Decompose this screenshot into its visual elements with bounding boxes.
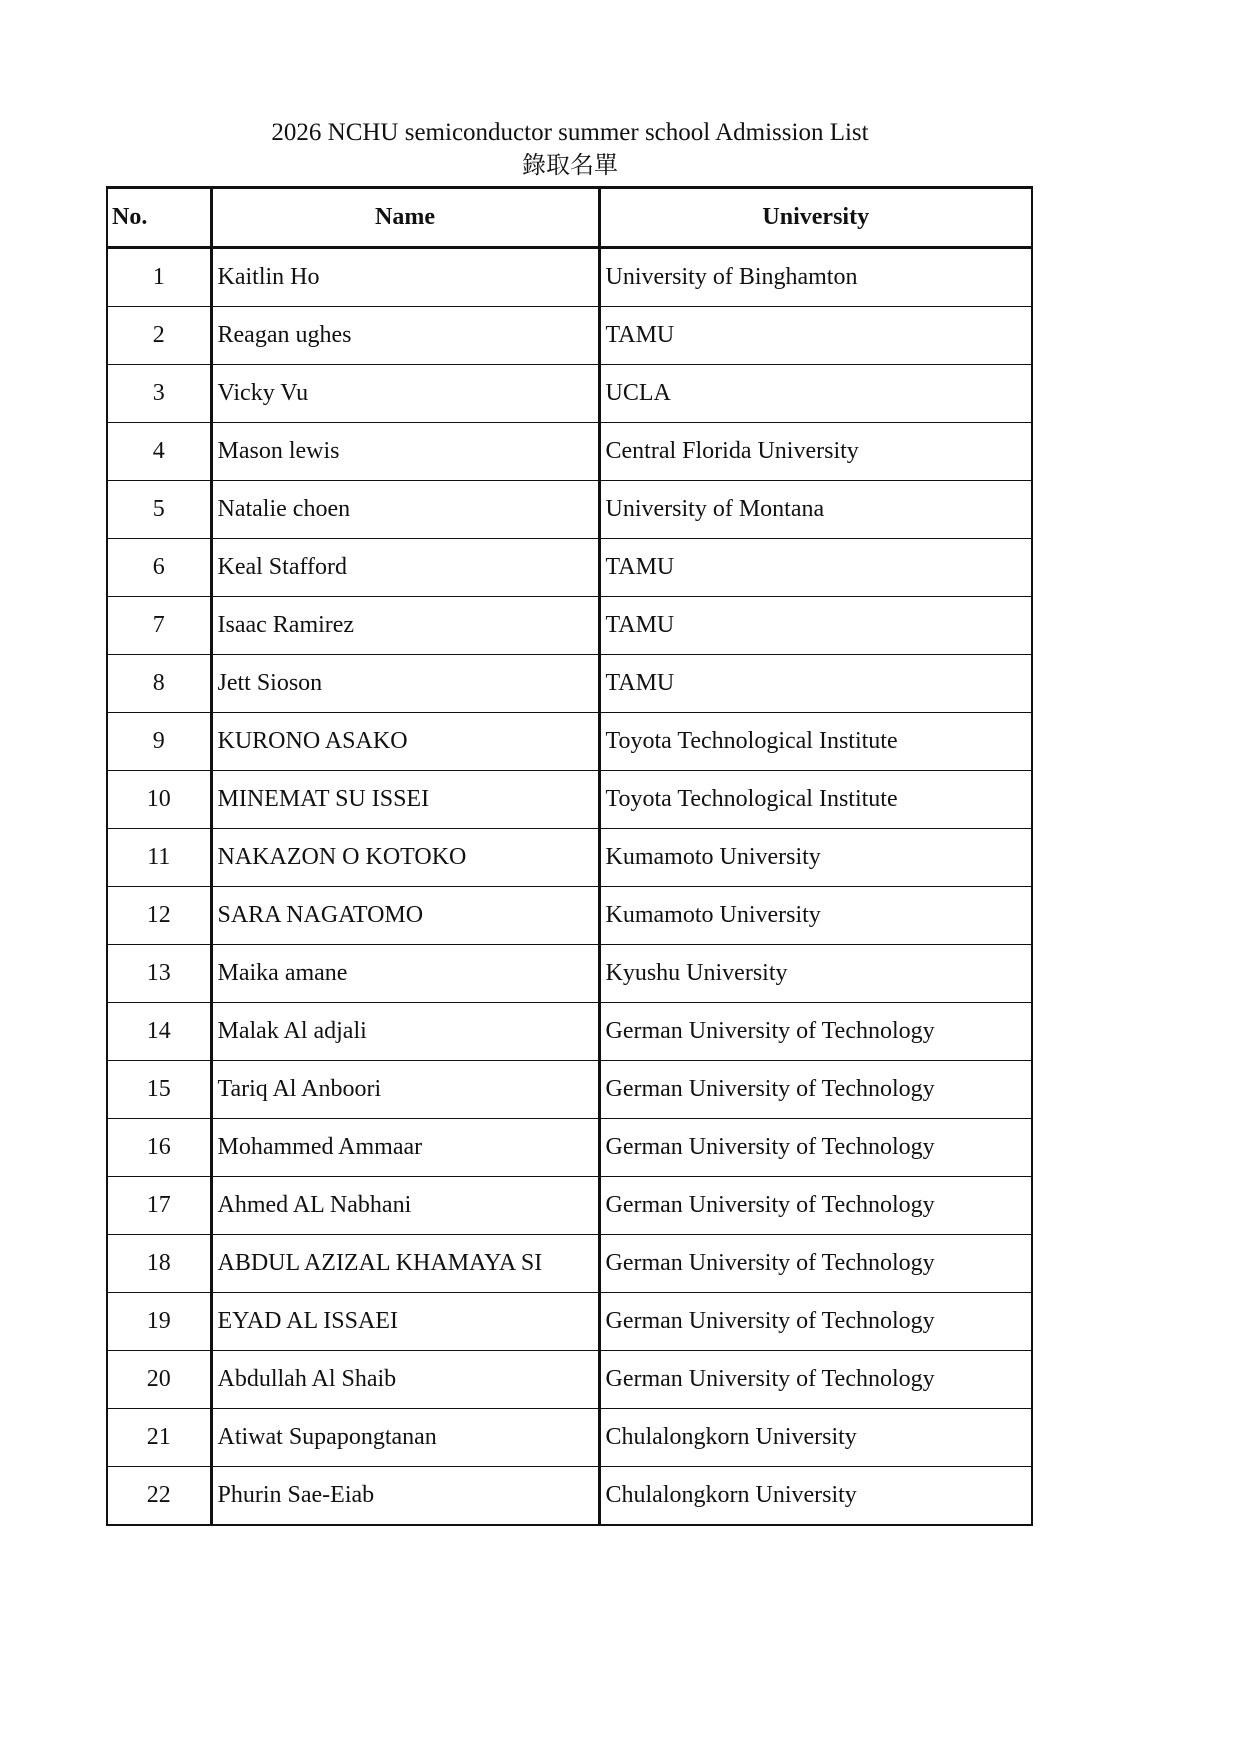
table-row (107, 887, 1032, 945)
student-name-cell: Keal Stafford (211, 539, 599, 597)
row-number-cell: 20 (107, 1351, 211, 1409)
table-row (107, 1293, 1032, 1351)
table-row (107, 1351, 1032, 1409)
table-row (107, 539, 1032, 597)
table-header (107, 188, 1032, 248)
student-name-cell: Reagan ughes (211, 307, 599, 365)
table-row (107, 1003, 1032, 1061)
student-name-cell: Isaac Ramirez (211, 597, 599, 655)
student-name-cell: KURONO ASAKO (211, 713, 599, 771)
row-number-cell: 3 (107, 365, 211, 423)
row-number-cell: 21 (107, 1409, 211, 1467)
university-cell: German University of Technology (599, 1235, 1032, 1293)
student-name-cell: ABDUL AZIZAL KHAMAYA SI (211, 1235, 599, 1293)
row-number-cell: 18 (107, 1235, 211, 1293)
row-number-cell: 15 (107, 1061, 211, 1119)
table-row (107, 1409, 1032, 1467)
university-cell: University of Montana (599, 481, 1032, 539)
table-row (107, 248, 1032, 307)
admission-table (106, 186, 1033, 1526)
university-cell: UCLA (599, 365, 1032, 423)
university-cell: Toyota Technological Institute (599, 713, 1032, 771)
university-cell: Central Florida University (599, 423, 1032, 481)
row-number-cell: 16 (107, 1119, 211, 1177)
university-cell: German University of Technology (599, 1351, 1032, 1409)
student-name-cell: Maika amane (211, 945, 599, 1003)
student-name-cell: Malak Al adjali (211, 1003, 599, 1061)
row-number-cell: 6 (107, 539, 211, 597)
row-number-cell: 11 (107, 829, 211, 887)
table-row (107, 771, 1032, 829)
student-name-cell: Tariq Al Anboori (211, 1061, 599, 1119)
column-header-no: No. (107, 188, 211, 248)
page-subtitle: 錄取名單 (522, 153, 618, 179)
table-row (107, 1177, 1032, 1235)
university-cell: Kumamoto University (599, 887, 1032, 945)
row-number-cell: 4 (107, 423, 211, 481)
table-row (107, 1061, 1032, 1119)
university-cell: Chulalongkorn University (599, 1467, 1032, 1526)
table-row (107, 307, 1032, 365)
university-cell: University of Binghamton (599, 248, 1032, 307)
row-number-cell: 17 (107, 1177, 211, 1235)
student-name-cell: Kaitlin Ho (211, 248, 599, 307)
university-cell: TAMU (599, 307, 1032, 365)
row-number-cell: 2 (107, 307, 211, 365)
student-name-cell: Mohammed Ammaar (211, 1119, 599, 1177)
student-name-cell: Atiwat Supapongtanan (211, 1409, 599, 1467)
student-name-cell: MINEMAT SU ISSEI (211, 771, 599, 829)
row-number-cell: 5 (107, 481, 211, 539)
table-row (107, 1467, 1032, 1526)
column-header-university: University (599, 188, 1032, 248)
university-cell: TAMU (599, 539, 1032, 597)
row-number-cell: 7 (107, 597, 211, 655)
student-name-cell: NAKAZON O KOTOKO (211, 829, 599, 887)
student-name-cell: Phurin Sae-Eiab (211, 1467, 599, 1526)
table-row (107, 1235, 1032, 1293)
university-cell: German University of Technology (599, 1119, 1032, 1177)
table-row (107, 1119, 1032, 1177)
student-name-cell: Abdullah Al Shaib (211, 1351, 599, 1409)
student-name-cell: Ahmed AL Nabhani (211, 1177, 599, 1235)
university-cell: Toyota Technological Institute (599, 771, 1032, 829)
university-cell: TAMU (599, 655, 1032, 713)
university-cell: Kumamoto University (599, 829, 1032, 887)
university-cell: Chulalongkorn University (599, 1409, 1032, 1467)
student-name-cell: Vicky Vu (211, 365, 599, 423)
student-name-cell: SARA NAGATOMO (211, 887, 599, 945)
student-name-cell: Mason lewis (211, 423, 599, 481)
table-row (107, 945, 1032, 1003)
table-row (107, 713, 1032, 771)
university-cell: German University of Technology (599, 1177, 1032, 1235)
row-number-cell: 13 (107, 945, 211, 1003)
row-number-cell: 22 (107, 1467, 211, 1526)
student-name-cell: EYAD AL ISSAEI (211, 1293, 599, 1351)
student-name-cell: Natalie choen (211, 481, 599, 539)
row-number-cell: 14 (107, 1003, 211, 1061)
university-cell: German University of Technology (599, 1293, 1032, 1351)
table-row (107, 423, 1032, 481)
table-row (107, 365, 1032, 423)
row-number-cell: 9 (107, 713, 211, 771)
row-number-cell: 1 (107, 248, 211, 307)
row-number-cell: 12 (107, 887, 211, 945)
table-row (107, 597, 1032, 655)
page-title: 2026 NCHU semiconductor summer school Admission List (271, 119, 869, 146)
university-cell: Kyushu University (599, 945, 1032, 1003)
row-number-cell: 10 (107, 771, 211, 829)
table-row (107, 829, 1032, 887)
university-cell: German University of Technology (599, 1003, 1032, 1061)
header-row (107, 188, 1032, 248)
table-body (107, 248, 1032, 1526)
student-name-cell: Jett Sioson (211, 655, 599, 713)
table-row (107, 481, 1032, 539)
row-number-cell: 19 (107, 1293, 211, 1351)
university-cell: TAMU (599, 597, 1032, 655)
document-header (0, 118, 1140, 182)
column-header-name: Name (211, 188, 599, 248)
university-cell: German University of Technology (599, 1061, 1032, 1119)
row-number-cell: 8 (107, 655, 211, 713)
table-row (107, 655, 1032, 713)
